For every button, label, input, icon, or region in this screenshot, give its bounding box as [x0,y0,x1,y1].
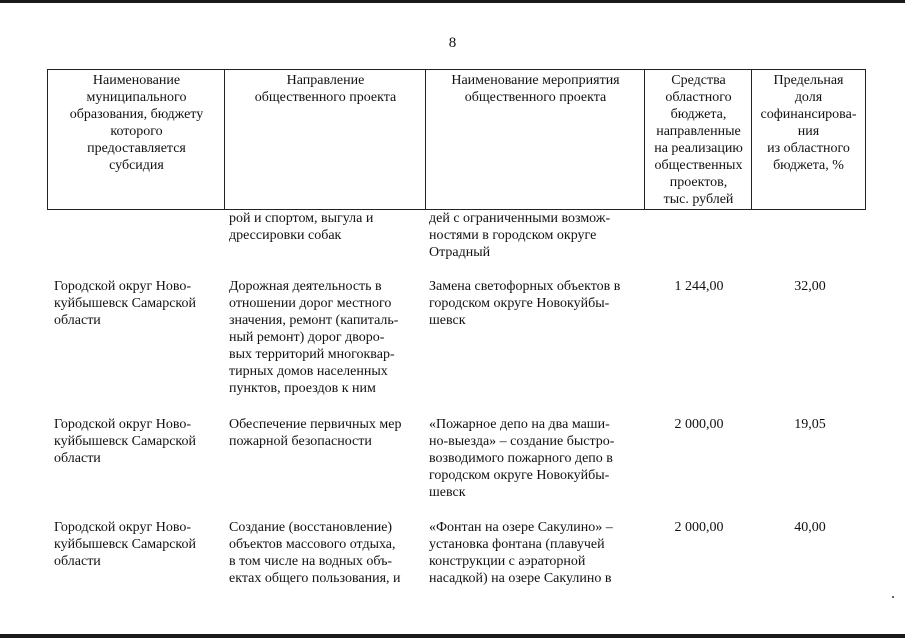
row2-direction: Обеспечение первичных мер пожарной безопасности [229,417,402,449]
continuation-event: дей с ограниченными возмож- ностями в городском округе Отрадный [429,211,611,260]
scan-top-edge [0,0,905,3]
header-event: Наименование мероприятия общественного проекта [451,73,620,105]
header-funds: Средства областного бюджета, направленные на реализацию общественных проектов, тыс. рублей [654,73,743,207]
row3-municipality: Городской округ Ново- куйбышевск Самарской области [54,520,196,569]
page-number: 8 [448,35,457,51]
row3-funds: 2 000,00 [674,520,724,535]
row2-event: «Пожарное депо на два маши- но-выезда» – создание быстро- возводимого пожарного депо в городском округе Новокуйбы- шевск [429,417,615,500]
row1-event: Замена светофорных объектов в городском округе Новокуйбы- шевск [429,279,621,328]
table-header [47,69,866,210]
row3-direction: Создание (восстановление) объектов массового отдыха, в том числе на водных объ- ектах общего пользования, и [229,520,401,586]
row2-share: 19,05 [794,417,826,432]
header-share: Предельная доля софинансирова- ния из областного бюджета, % [760,73,857,173]
row1-direction: Дорожная деятельность в отношении дорог местного значения, ремонт (капиталь- ный ремонт) дорог дворо- вых территорий многоквар- тирных домов населенных пунктов, проездов к ним [229,279,399,396]
scan-bottom-edge [0,634,905,638]
header-municipality: Наименование муниципального образования, бюджету которого предоставляется субсидия [69,73,204,173]
row2-municipality: Городской округ Ново- куйбышевск Самарской области [54,417,196,466]
continuation-direction: рой и спортом, выгула и дрессировки собак [229,211,374,243]
row1-funds: 1 244,00 [674,279,724,294]
header-direction: Направление общественного проекта [254,73,397,105]
row3-share: 40,00 [794,520,826,535]
row1-share: 32,00 [794,279,826,294]
row2-funds: 2 000,00 [674,417,724,432]
row3-event: «Фонтан на озере Сакулино» – установка фонтана (плавучей конструкции с аэраторной насадкой) на озере Сакулино в [429,520,613,586]
scan-speck [892,596,894,598]
row1-municipality: Городской округ Ново- куйбышевск Самарской области [54,279,196,328]
